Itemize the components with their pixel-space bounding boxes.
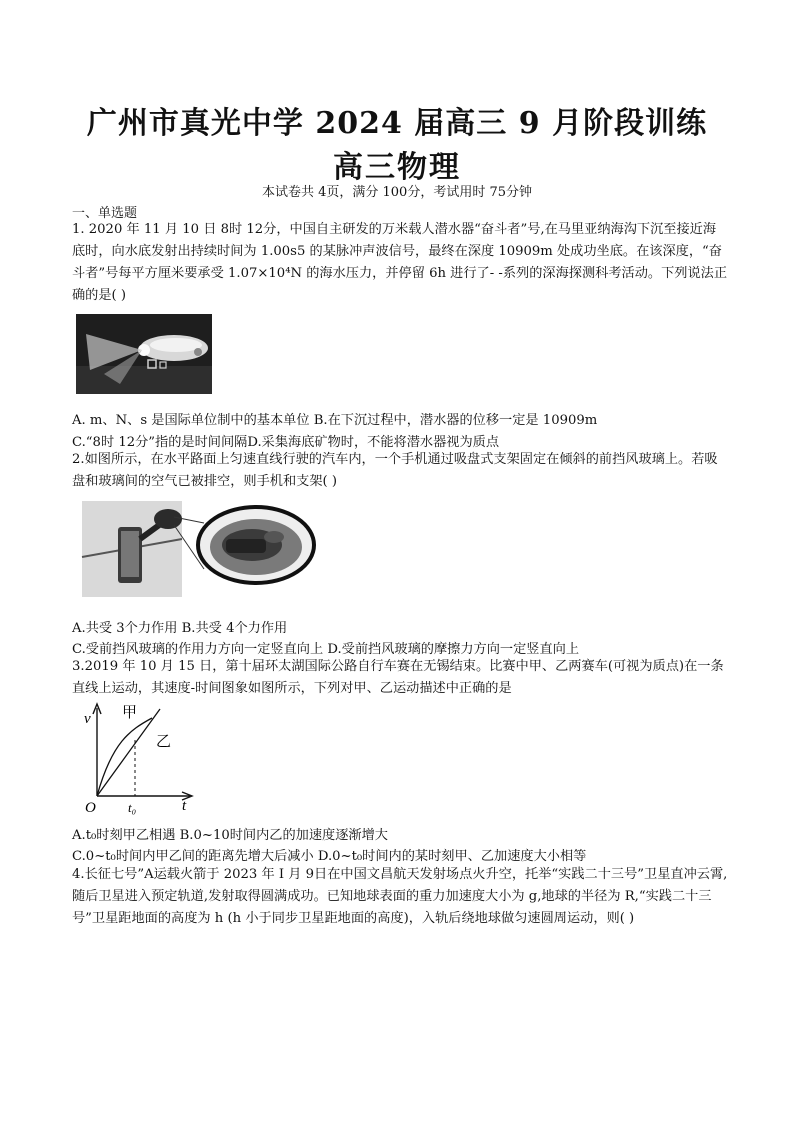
question-1-option-line-1: A. m、N、s 是国际单位制中的基本单位 B.在下沉过程中，潜水器的位移一定是 10909m: [72, 413, 598, 428]
t0-label: t₀: [128, 800, 137, 815]
t-axis-label: t: [182, 798, 187, 814]
question-2-option-line-1: A.共受 3个力作用 B.共受 4个力作用: [72, 621, 288, 636]
exam-title: 广州市真光中学 2024 届高三 9 月阶段训练: [86, 106, 708, 141]
phone-holder-photo: [80, 497, 320, 601]
submersible-photo: [76, 314, 212, 394]
label-yi: 乙: [156, 734, 172, 750]
question-3-stem: 3.2019 年 10 月 15 日，第十届环太湖国际公路自行车赛在无锡结束。比赛中甲、乙两赛车(可视为质点)在一条直线上运动，其速度-时间图象如图所示，下列对甲、乙运动描述中正确的是: [72, 659, 724, 696]
question-1-option-line-2: C.“8时 12分”指的是时间间隔D.采集海底矿物时，不能将潜水器视为质点: [72, 435, 500, 450]
v-axis-label: v: [84, 711, 91, 727]
question-1-stem: 1. 2020 年 11 月 10 日 8时 12分，中国自主研发的万米载人潜水器“奋斗者”号,在马里亚纳海沟下沉至接近海底时，向水底发射出持续时间为 1.00s5 的某脉冲声波信号，最终在深度 10909m 处成功坐底。在该深度，“奋斗者”号每平方厘米要承受 1.07×10⁴N 的海水压力，并停留 6h 进行了- -系列的深海探测科考活动。下列说法正确的是( ): [72, 222, 728, 303]
label-jia: 甲: [122, 705, 138, 721]
subject-title: 高三物理: [333, 150, 461, 185]
question-2-stem: 2.如图所示，在水平路面上匀速直线行驶的汽车内，一个手机通过吸盘式支架固定在倾斜的前挡风玻璃上。若吸盘和玻璃间的空气已被排空，则手机和支架( ): [72, 452, 718, 489]
question-3-option-line-2: C.0~t₀时间内甲乙间的距离先增大后减小 D.0~t₀时间内的某时刻甲、乙加速度大小相等: [72, 849, 587, 864]
line-yi: [97, 709, 160, 796]
question-3-option-line-1: A.t₀时刻甲乙相遇 B.0~10时间内乙的加速度逐渐增大: [72, 828, 388, 843]
exam-info: 本试卷共 4页，满分 100分，考试用时 75分钟: [261, 185, 533, 200]
velocity-time-graph: [82, 700, 200, 816]
section-label: 一、单选题: [72, 206, 138, 221]
origin-label: O: [85, 800, 96, 816]
question-4-stem: 4.长征七号”A运载火箭于 2023 年 I 月 9日在中国文昌航天发射场点火升空，托举“实践二十三号”卫星直冲云霄,随后卫星进入预定轨道,发射取得圆满成功。已知地球表面的重力加速度大小为 g,地球的半径为 R,“实践二十三号”卫星距地面的高度为 h (h 小于同步卫星距地面的高度)，入轨后绕地球做匀速圆周运动，则( ): [72, 867, 728, 926]
question-2-option-line-2: C.受前挡风玻璃的作用力方向一定竖直向上 D.受前挡风玻璃的摩擦力方向一定竖直向上: [72, 642, 580, 657]
